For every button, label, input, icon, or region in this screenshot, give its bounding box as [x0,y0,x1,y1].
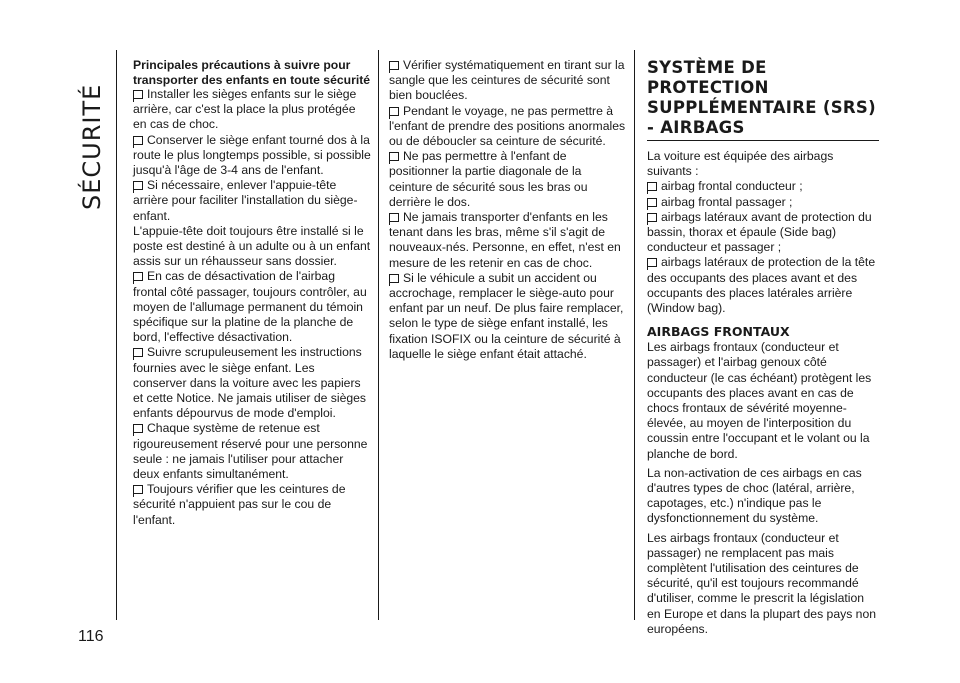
bullet-icon [133,90,143,99]
section-title: SÉCURITÉ [78,83,106,210]
bullet-icon [647,182,657,191]
bullet-icon [133,424,143,433]
section-divider [116,50,117,620]
frontal-airbags-subtitle: AIRBAGS FRONTAUX [647,324,790,340]
column-3 [647,58,879,637]
frontal-airbags-paragraph: Les airbags frontaux (conducteur et passager) et l'airbag genoux côté conducteur (le cas échéant) protègent les occupants des places avant en cas de chocs frontaux de sévérité moyenne-élevée, au moyen de l'interposition du coussin entre l'occupant et le volant ou la planche de bord. [647,340,872,461]
bullet-icon [647,198,657,207]
bullet-icon [389,61,399,70]
list-item: Installer les sièges enfants sur le siège arrière, car c'est la place la plus protégée en cas de choc. [133,87,357,132]
frontal-airbags-paragraph: Les airbags frontaux (conducteur et passager) ne remplacent pas mais complètent l'utilisation des ceintures de sécurité, qu'il est toujours recommandé d'utiliser, comme le prescrit la législation en Europe et dans la plupart des pays non européens. [647,530,877,636]
list-item: Si le véhicule a subit un accident ou accrochage, remplacer le siège-auto pour enfant par un neuf. De plus faire remplacer, selon le type de siège enfant installé, les fixation ISOFIX ou la ceinture de sécurité à laquelle le siège enfant était attaché. [389,270,624,361]
list-item: Ne pas permettre à l'enfant de positionner la partie diagonale de la ceinture de sécurité sous les bras ou derrière le dos. [389,149,588,209]
list-item: En cas de désactivation de l'airbag frontal côté passager, toujours contrôler, au moyen de l'allumage permanent du témoin spécifique sur la platine de la planche de bord, l'effective désactivation. [133,269,367,345]
list-item: Suivre scrupuleusement les instructions fournies avec le siège enfant. Les conserver dans la voiture avec les papiers et cette Notice. Ne jamais utiliser de sièges enfants dépourvus de mode d'emploi. [133,345,367,421]
column-1 [133,58,371,528]
column-rule-2 [634,50,635,620]
bullet-icon [389,274,399,283]
bullet-icon [133,136,143,145]
list-item: Conserver le siège enfant tourné dos à la route le plus longtemps possible, si possible jusqu'à l'âge de 3-4 ans de l'enfant. [133,132,371,178]
list-item: Toujours vérifier que les ceintures de sécurité n'appuient pas sur le cou de l'enfant. [133,482,346,527]
list-item: airbag frontal passager ; [647,195,879,210]
frontal-airbags-paragraph: La non-activation de ces airbags en cas d'autres types de choc (latéral, arrière, capotages, etc.) n'indique pas le dysfonctionnement du système. [647,465,862,526]
list-item: Si nécessaire, enlever l'appuie-tête arrière pour faciliter l'installation du siège-enfant. [133,178,358,223]
list-item: Ne jamais transporter d'enfants en les tenant dans les bras, même s'il s'agit de nouveaux-nés. Personne, en effet, n'est en mesure de les retenir en cas de choc. [389,210,621,270]
list-item: airbag frontal conducteur ; [647,179,879,194]
airbags-intro: La voiture est équipée des airbags suivants : [647,149,834,179]
headrest-paragraph: L'appuie-tête doit toujours être installé si le poste est destiné à un adulte ou à un enfant assis sur un réhausseur sans dossier. [133,223,371,269]
bullet-icon [133,485,143,494]
bullet-icon [133,348,143,357]
list-item: Pendant le voyage, ne pas permettre à l'enfant de prendre des positions anormales ou de déboucler sa ceinture de sécurité. [389,103,626,149]
precautions-heading: Principales précautions à suivre pour transporter des enfants en toute sécurité [133,58,371,87]
bullet-icon [133,272,143,281]
bullet-icon [389,152,399,161]
list-item: airbags latéraux de protection de la tête des occupants des places avant et des occupants des places latérales arrière (Window bag). [647,255,876,316]
bullet-icon [647,213,657,222]
bullet-icon [389,107,399,116]
bullet-icon [389,213,399,222]
bullet-icon [133,181,143,190]
page-number: 116 [78,628,104,645]
list-item: Vérifier systématiquement en tirant sur la sangle que les ceintures de sécurité sont bien bouclées. [389,58,625,103]
list-item: airbags latéraux avant de protection du bassin, thorax et épaule (Side bag) conducteur et passager ; [647,209,872,255]
bullet-icon [647,258,657,267]
airbags-section-title: SYSTÈME DE PROTECTION SUPPLÉMENTAIRE (SRS) - AIRBAGS [647,58,879,141]
list-item: Chaque système de retenue est rigoureusement réservé pour une personne seule : ne jamais l'utiliser pour attacher deux enfants simultanément. [133,421,368,482]
column-rule-1 [378,50,379,620]
column-2 [389,58,627,362]
